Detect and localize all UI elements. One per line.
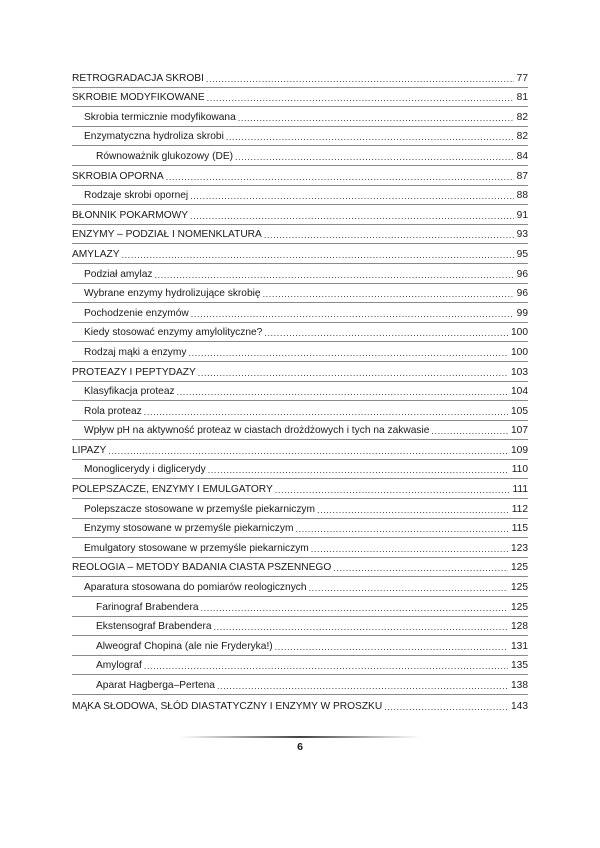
toc-entry-page-number: 123 xyxy=(511,542,528,554)
toc-entry-title: Rodzaj mąki a enzymy xyxy=(84,346,187,358)
toc-entry-page-number: 96 xyxy=(516,268,528,280)
toc-entry-title: ENZYMY – PODZIAŁ I NOMENKLATURA xyxy=(72,229,262,241)
toc-entry-title: Ekstensograf Brabendera xyxy=(96,621,212,633)
toc-entry[interactable] xyxy=(72,597,528,617)
toc-entry[interactable] xyxy=(72,342,528,362)
toc-entry[interactable] xyxy=(72,264,528,284)
dot-leader xyxy=(198,367,508,379)
toc-entry[interactable] xyxy=(72,558,528,578)
toc-entry-page-number: 100 xyxy=(511,346,528,358)
toc-entry[interactable] xyxy=(72,440,528,460)
toc-entry[interactable] xyxy=(72,166,528,186)
toc-entry-page-number: 125 xyxy=(511,582,528,594)
toc-entry[interactable] xyxy=(72,303,528,323)
toc-entry-page-number: 88 xyxy=(516,190,528,202)
toc-entry-title: Wybrane enzymy hydrolizujące skrobię xyxy=(84,288,261,300)
dot-leader xyxy=(311,543,508,555)
toc-entry[interactable] xyxy=(72,107,528,127)
toc-entry-page-number: 105 xyxy=(511,405,528,417)
toc-entry[interactable] xyxy=(72,479,528,499)
dot-leader xyxy=(188,347,508,359)
toc-entry-title: AMYLAZY xyxy=(72,248,120,260)
toc-entry-title: Amylograf xyxy=(96,660,142,672)
toc-entry[interactable] xyxy=(72,186,528,206)
dot-leader xyxy=(214,621,508,633)
toc-entry[interactable] xyxy=(72,225,528,245)
toc-entry-page-number: 112 xyxy=(511,503,528,515)
toc-entry-title: SKROBIA OPORNA xyxy=(72,170,164,182)
dot-leader xyxy=(431,425,508,437)
toc-entry-title: Kiedy stosować enzymy amylolityczne? xyxy=(84,327,263,339)
dot-leader xyxy=(201,602,508,614)
dot-leader xyxy=(384,701,508,713)
footer-divider xyxy=(180,736,420,738)
dot-leader xyxy=(238,112,514,124)
dot-leader xyxy=(333,562,508,574)
dot-leader xyxy=(264,327,508,339)
toc-entry-title: Aparatura stosowana do pomiarów reologicznych xyxy=(84,582,307,594)
dot-leader xyxy=(155,269,514,281)
dot-leader xyxy=(166,171,514,183)
toc-entry-title: Enzymatyczna hydroliza skrobi xyxy=(84,131,224,143)
toc-entry-title: Rola proteaz xyxy=(84,405,142,417)
toc-entry[interactable] xyxy=(72,577,528,597)
toc-entry-title: Rodzaje skrobi opornej xyxy=(84,190,189,202)
toc-entry[interactable] xyxy=(72,421,528,441)
toc-entry-page-number: 95 xyxy=(516,248,528,260)
toc-entry-title: Enzymy stosowane w przemyśle piekarniczym xyxy=(84,523,294,535)
dot-leader xyxy=(235,151,514,163)
toc-entry-page-number: 125 xyxy=(511,562,528,574)
toc-entry-page-number: 135 xyxy=(511,660,528,672)
toc-entry-title: Równoważnik glukozowy (DE) xyxy=(96,150,234,162)
toc-entry[interactable] xyxy=(72,205,528,225)
toc-entry[interactable] xyxy=(72,636,528,656)
toc-entry-title: Emulgatory stosowane w przemyśle piekarniczym xyxy=(84,542,309,554)
toc-entry-page-number: 138 xyxy=(511,680,528,691)
toc-entry-page-number: 103 xyxy=(511,366,528,378)
toc-entry-title: Alweograf Chopina (ale nie Fryderyka!) xyxy=(96,640,273,652)
dot-leader xyxy=(263,288,514,300)
toc-entry[interactable] xyxy=(72,675,528,695)
toc-entry-page-number: 128 xyxy=(511,621,528,633)
toc-entry-page-number: 143 xyxy=(511,700,528,712)
toc-entry-page-number: 131 xyxy=(511,640,528,652)
dot-leader xyxy=(295,523,508,535)
toc-entry-title: Pochodzenie enzymów xyxy=(84,307,189,319)
dot-leader xyxy=(191,308,514,320)
toc-entry-page-number: 87 xyxy=(516,170,528,182)
dot-leader xyxy=(309,582,508,594)
toc-entry-page-number: 107 xyxy=(511,425,528,437)
toc-entry[interactable] xyxy=(72,88,528,108)
table-of-contents xyxy=(72,68,528,715)
toc-entry[interactable] xyxy=(72,244,528,264)
toc-entry-page-number: 115 xyxy=(511,523,528,535)
toc-entry[interactable] xyxy=(72,284,528,304)
toc-entry-page-number: 99 xyxy=(516,307,528,319)
toc-entry-title: PROTEAZY I PEPTYDAZY xyxy=(72,366,196,378)
toc-entry[interactable] xyxy=(72,127,528,147)
toc-entry-title: Klasyfikacja proteaz xyxy=(84,386,175,398)
dot-leader xyxy=(144,660,508,672)
toc-entry-title: Skrobia termicznie modyfikowana xyxy=(84,111,236,123)
toc-entry-title: Farinograf Brabendera xyxy=(96,601,199,613)
dot-leader xyxy=(206,73,514,85)
dot-leader xyxy=(208,464,509,476)
toc-entry-page-number: 82 xyxy=(516,111,528,123)
toc-entry-title: Podział amylaz xyxy=(84,268,153,280)
toc-entry-page-number: 110 xyxy=(511,464,528,476)
toc-entry-title: Polepszacze stosowane w przemyśle piekarniczym xyxy=(84,503,316,515)
toc-entry-page-number: 77 xyxy=(516,72,528,84)
toc-entry[interactable] xyxy=(72,656,528,676)
toc-entry-page-number: 84 xyxy=(516,150,528,162)
toc-entry-page-number: 91 xyxy=(516,209,528,221)
toc-entry[interactable] xyxy=(72,382,528,402)
toc-entry-title: RETROGRADACJA SKROBI xyxy=(72,72,204,84)
toc-entry-title: SKROBIE MODYFIKOWANE xyxy=(72,92,205,104)
toc-entry-title: POLEPSZACZE, ENZYMY I EMULGATORY xyxy=(72,484,273,496)
page-number: 6 xyxy=(297,741,303,753)
toc-entry-title: MĄKA SŁODOWA, SŁÓD DIASTATYCZNY I ENZYMY W PROSZKU xyxy=(72,700,383,712)
toc-entry-page-number: 109 xyxy=(511,444,528,456)
toc-entry-title: Aparat Hagberga–Pertena xyxy=(96,680,215,691)
toc-entry-page-number: 93 xyxy=(516,229,528,241)
dot-leader xyxy=(177,386,508,398)
toc-entry-title: BŁONNIK POKARMOWY xyxy=(72,209,189,221)
toc-entry[interactable] xyxy=(72,460,528,480)
dot-leader xyxy=(190,210,514,222)
toc-entry-page-number: 81 xyxy=(516,92,528,104)
toc-entry[interactable] xyxy=(72,617,528,637)
toc-entry-page-number: 100 xyxy=(511,327,528,339)
dot-leader xyxy=(317,504,509,516)
toc-entry-page-number: 111 xyxy=(512,484,528,496)
dot-leader xyxy=(108,445,508,457)
toc-entry-title: Wpływ pH na aktywność proteaz w ciastach drożdżowych i tych na zakwasie xyxy=(84,425,430,437)
toc-entry-title: LIPAZY xyxy=(72,444,107,456)
toc-entry[interactable] xyxy=(72,519,528,539)
toc-entry[interactable] xyxy=(72,362,528,382)
toc-entry-page-number: 82 xyxy=(516,131,528,143)
dot-leader xyxy=(226,131,514,143)
toc-entry[interactable] xyxy=(72,401,528,421)
dot-leader xyxy=(264,229,514,241)
dot-leader xyxy=(217,680,508,692)
toc-entry[interactable] xyxy=(72,538,528,558)
toc-entry[interactable] xyxy=(72,68,528,88)
dot-leader xyxy=(190,190,513,202)
toc-entry-page-number: 104 xyxy=(511,386,528,398)
dot-leader xyxy=(275,484,510,496)
toc-entry[interactable] xyxy=(72,323,528,343)
toc-entry[interactable] xyxy=(72,695,528,715)
toc-entry-title: REOLOGIA – METODY BADANIA CIASTA PSZENNEGO xyxy=(72,562,332,574)
dot-leader xyxy=(122,249,514,261)
toc-entry-title: Monoglicerydy i diglicerydy xyxy=(84,464,206,476)
dot-leader xyxy=(144,406,508,418)
toc-entry-page-number: 125 xyxy=(511,601,528,613)
dot-leader xyxy=(207,92,514,104)
toc-entry[interactable] xyxy=(72,499,528,519)
toc-entry[interactable] xyxy=(72,146,528,166)
dot-leader xyxy=(275,641,508,653)
toc-entry-page-number: 96 xyxy=(516,288,528,300)
